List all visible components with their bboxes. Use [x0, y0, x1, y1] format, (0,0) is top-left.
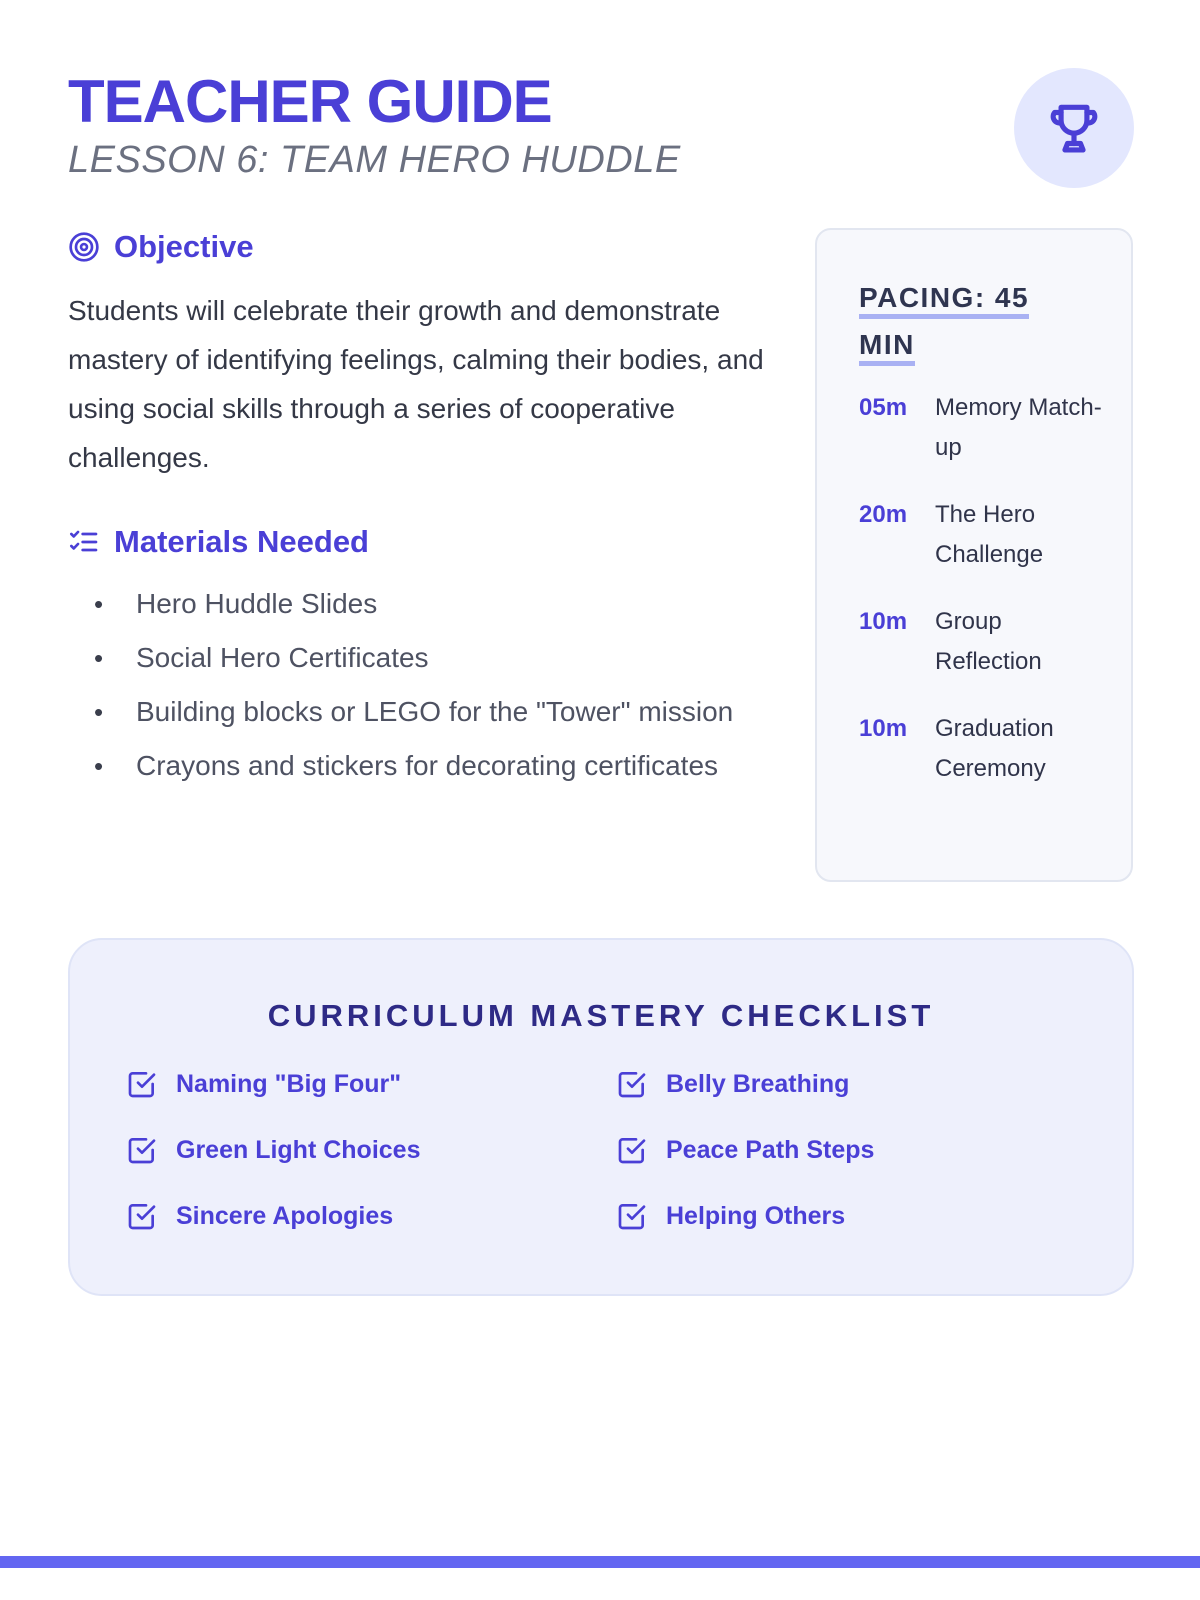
checklist-item [616, 1068, 849, 1100]
checkbox-checked-icon [126, 1134, 158, 1166]
pacing-activity: Memory Match-up [935, 394, 1102, 461]
checklist-item-label: Sincere Apologies [176, 1201, 394, 1230]
bullet: • [94, 589, 104, 619]
checklist-item [126, 1068, 401, 1100]
list-item [94, 580, 734, 628]
objective-text: Students will celebrate their growth and demonstrate mastery of identifying feelings, calming their bodies, and using social skills through a series of cooperative challenges. [68, 295, 764, 473]
checklist-item-label: Belly Breathing [666, 1069, 850, 1098]
pacing-minutes: 05m [859, 394, 908, 421]
page-title: TEACHER GUIDE [68, 68, 552, 135]
pacing-activity: Group Reflection [935, 608, 1042, 675]
list-item [94, 634, 734, 682]
pacing-title-line-2: MIN [859, 329, 915, 366]
checklist-item-label: Helping Others [666, 1201, 846, 1230]
checklist-item-label: Naming "Big Four" [176, 1069, 402, 1098]
checklist-title: CURRICULUM MASTERY CHECKLIST [267, 998, 935, 1033]
objective-heading-label: Objective [114, 229, 254, 264]
target-icon [68, 231, 100, 263]
pacing-minutes: 10m [859, 715, 908, 742]
checkbox-checked-icon [616, 1134, 648, 1166]
list-check-icon [68, 526, 100, 558]
pacing-title [859, 274, 1079, 368]
pacing-row [859, 709, 1115, 789]
checkbox-checked-icon [126, 1068, 158, 1100]
material-text: Building blocks or LEGO for the "Tower" mission [136, 696, 734, 727]
lesson-subtitle: LESSON 6: TEAM HERO HUDDLE [68, 139, 681, 181]
pacing-card [815, 228, 1133, 882]
pacing-title-line-1: PACING: 45 [859, 282, 1029, 319]
objective-heading [68, 229, 254, 265]
pacing-row [859, 495, 1115, 575]
list-item [94, 742, 734, 790]
checkbox-checked-icon [616, 1068, 648, 1100]
pacing-activity: Graduation Ceremony [935, 715, 1054, 782]
trophy-badge [1014, 68, 1134, 188]
materials-heading-label: Materials Needed [114, 524, 369, 559]
checkbox-checked-icon [616, 1200, 648, 1232]
page-header [68, 70, 681, 184]
pacing-row [859, 388, 1115, 468]
list-item [94, 688, 734, 736]
trophy-icon [1043, 97, 1105, 159]
checklist-item-label: Peace Path Steps [666, 1135, 875, 1164]
checklist-item [616, 1200, 845, 1232]
checkbox-checked-icon [126, 1200, 158, 1232]
mastery-checklist-card [68, 938, 1134, 1296]
materials-list [94, 580, 734, 796]
bullet: • [94, 751, 104, 781]
material-text: Hero Huddle Slides [136, 588, 378, 619]
bottom-accent-bar [0, 1556, 1200, 1568]
material-text: Crayons and stickers for decorating certificates [136, 750, 719, 781]
pacing-activity: The Hero Challenge [935, 501, 1044, 568]
materials-heading [68, 524, 369, 560]
pacing-row [859, 602, 1115, 682]
bullet: • [94, 697, 104, 727]
checklist-item [126, 1134, 420, 1166]
pacing-minutes: 20m [859, 501, 908, 528]
checklist-item-label: Green Light Choices [176, 1135, 421, 1164]
material-text: Social Hero Certificates [136, 642, 429, 673]
checklist-item [126, 1200, 393, 1232]
bullet: • [94, 643, 104, 673]
checklist-item [616, 1134, 874, 1166]
pacing-minutes: 10m [859, 608, 908, 635]
